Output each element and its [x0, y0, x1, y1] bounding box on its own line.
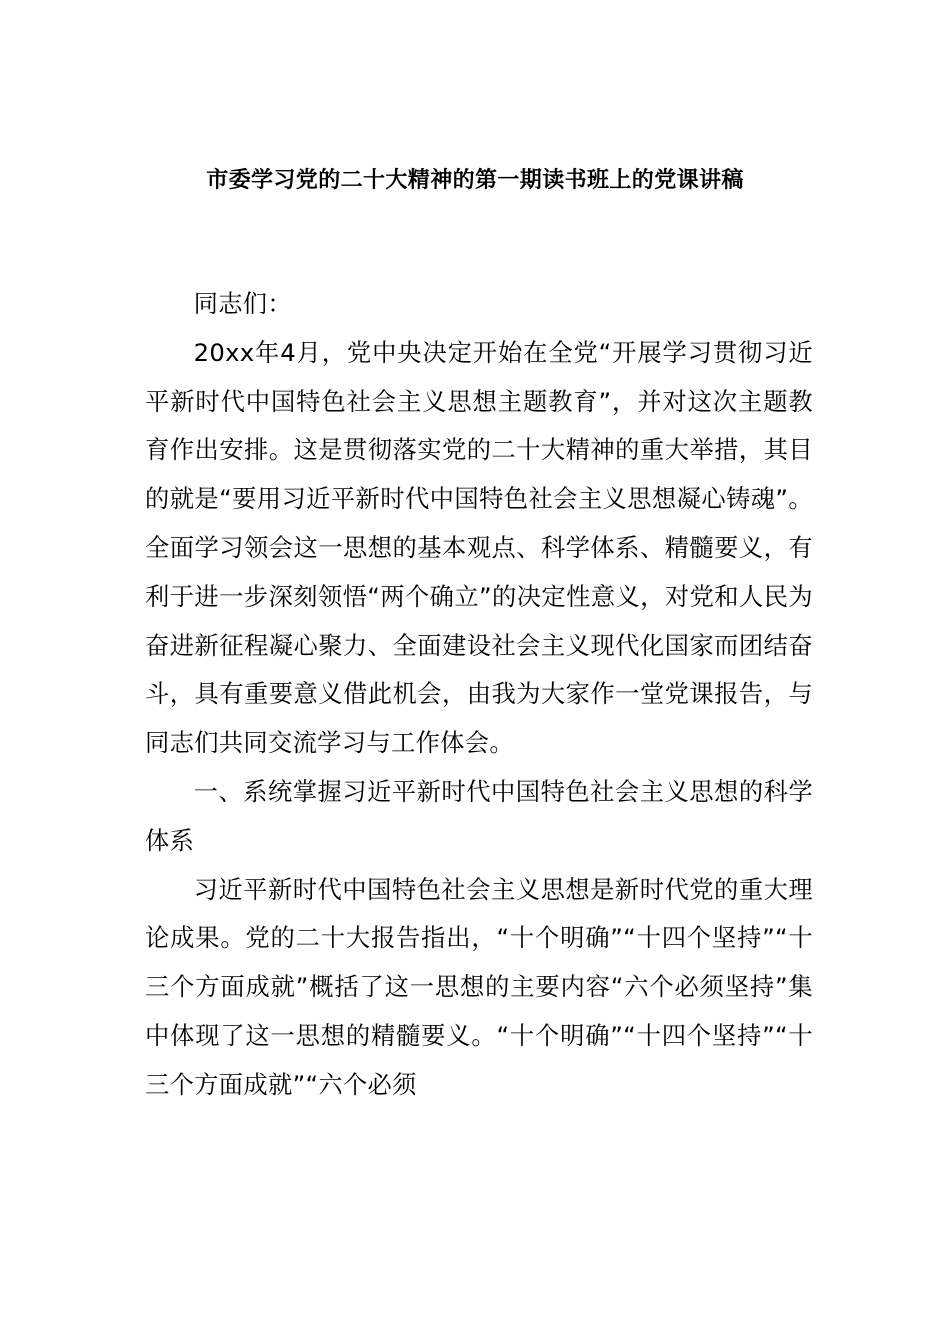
salutation: 同志们：: [193, 289, 292, 318]
document-title: 市委学习党的二十大精神的第一期读书班上的党课讲稿: [206, 168, 744, 193]
paragraph-section-1: 习近平新时代中国特色社会主义思想是新时代党的重大理论成果。党的二十大报告指出，“十个明确”“十四个坚持”“十三个方面成就”概括了这一思想的主要内容“六个必须坚持”集中体现了这一思想的精髓要义。“十个明确”“十四个坚持”“十三个方面成就”“六个必须: [145, 874, 813, 1099]
document-body: [145, 280, 813, 1110]
paragraph-intro: 20xx年4月，党中央决定开始在全党“开展学习贯彻习近平新时代中国特色社会主义思想主题教育”，并对这次主题教育作出安排。这是贯彻落实党的二十大精神的重大举措，其目的就是“要用习近平新时代中国特色社会主义思想凝心铸魂”。全面学习领会这一思想的基本观点、科学体系、精髓要义，有利于进一步深刻领悟“两个确立”的决定性意义，对党和人民为奋进新征程凝心聚力、全面建设社会主义现代化国家而团结奋斗，具有重要意义借此机会，由我为大家作一堂党课报告，与同志们共同交流学习与工作体会。: [145, 337, 813, 758]
section-heading-1: 一、系统掌握习近平新时代中国特色社会主义思想的科学体系: [145, 776, 813, 855]
